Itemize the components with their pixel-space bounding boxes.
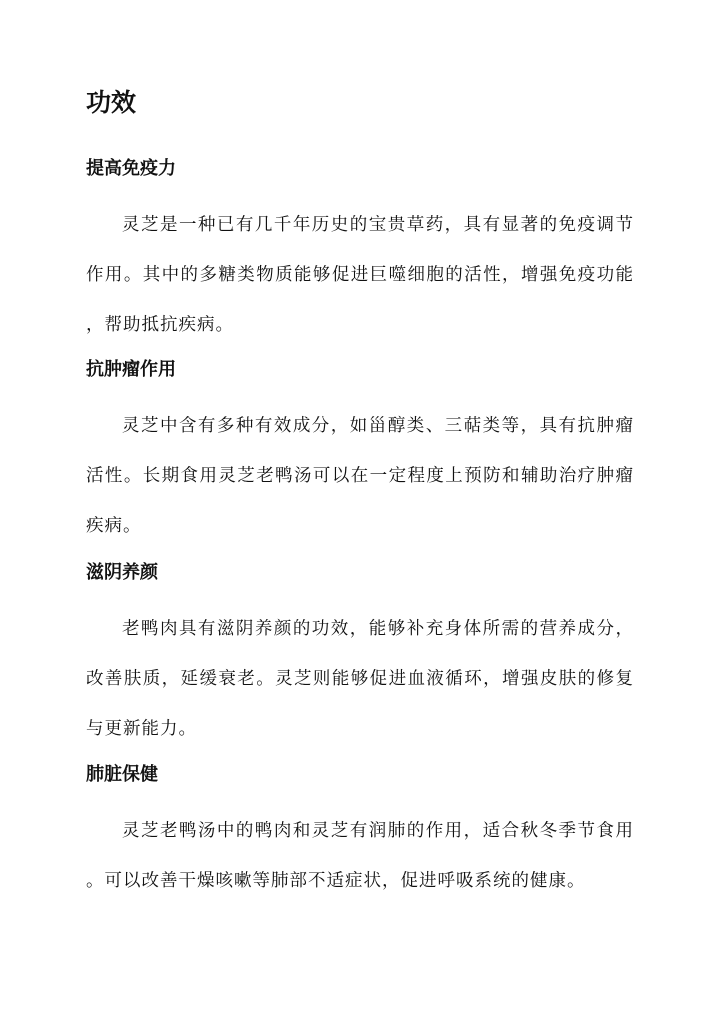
paragraph-line: 灵芝是一种已有几千年历史的宝贵草药，具有显著的免疫调节 <box>122 215 634 235</box>
section-heading-immunity: 提高免疫力 <box>86 158 176 179</box>
paragraph-line: 改善肤质，延缓衰老。灵芝则能够促进血液循环，增强皮肤的修复 <box>86 669 634 689</box>
paragraph-line: 疾病。 <box>86 516 142 536</box>
paragraph-line: 活性。长期食用灵芝老鸭汤可以在一定程度上预防和辅助治疗肿瘤 <box>86 466 634 486</box>
section-paragraph-anti-tumor <box>86 414 634 564</box>
page-title: 功效 <box>86 88 137 117</box>
paragraph-line: 老鸭肉具有滋阴养颜的功效，能够补充身体所需的营养成分， <box>122 619 634 639</box>
section-paragraph-immunity <box>86 213 634 363</box>
section-heading-nourish: 滋阴养颜 <box>86 562 158 583</box>
paragraph-line: 作用。其中的多糖类物质能够促进巨噬细胞的活性，增强免疫功能 <box>86 265 634 285</box>
section-heading-anti-tumor: 抗肿瘤作用 <box>86 359 176 380</box>
paragraph-line: 灵芝中含有多种有效成分，如甾醇类、三萜类等，具有抗肿瘤 <box>122 416 634 436</box>
paragraph-line: 。可以改善干燥咳嗽等肺部不适症状，促进呼吸系统的健康。 <box>86 871 586 891</box>
section-paragraph-lung-care <box>86 819 634 919</box>
paragraph-line: ，帮助抵抗疾病。 <box>86 315 234 335</box>
section-paragraph-nourish <box>86 617 634 767</box>
section-heading-lung-care: 肺脏保健 <box>86 764 158 785</box>
paragraph-line: 灵芝老鸭汤中的鸭肉和灵芝有润肺的作用，适合秋冬季节食用 <box>122 821 634 841</box>
paragraph-line: 与更新能力。 <box>86 719 197 739</box>
